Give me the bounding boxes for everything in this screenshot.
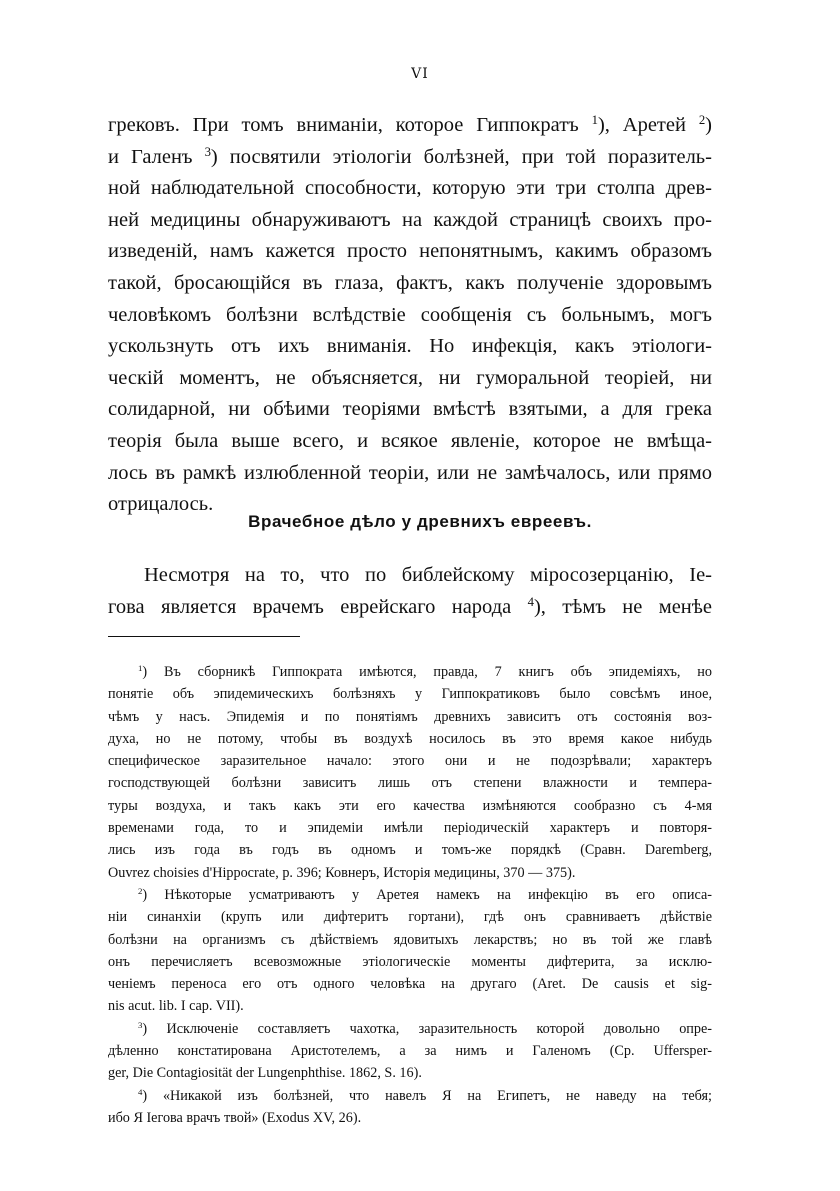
section-heading: Врачебное дѣло у древнихъ евреевъ. <box>248 512 592 531</box>
footnote-line: туры воздуха, и такъ какъ эти его качества измѣняются сообразно съ 4-мя <box>108 797 712 814</box>
text-line: гова является врачемъ еврейскаго народа $^4$), тѣмъ не менѣе <box>108 594 712 618</box>
footnote-line: специфическое заразительное начало: этого они и не подозрѣвали; характеръ <box>108 753 712 770</box>
footnote-line: Ouvrez choisies d'Hippocrate, p. 396; Ковнеръ, Исторія медицины, 370 — 375). <box>108 864 576 881</box>
text-line: такой, бросающійся въ глаза, фактъ, какъ полученіе здоровымъ <box>108 271 712 294</box>
page-number: VI <box>411 66 429 82</box>
footnote-line: $^4$) «Никакой изъ болѣзней, что навелъ Я на Египетъ, не наведу на тебя; <box>138 1086 712 1104</box>
text-line: лось въ рамкѣ излюбленной теоріи, или не замѣчалось, или прямо <box>108 461 712 484</box>
footnote-ref: 2 <box>698 113 706 128</box>
footnote-ref: 3 <box>204 144 211 159</box>
text-line: человѣкомъ болѣзни вслѣдствіе сообщенія съ больнымъ, могъ <box>108 303 712 326</box>
footnote-line: ченіемъ переноса его отъ одного человѣка на другаго (Aret. De causis et sig- <box>108 976 712 993</box>
footnote-line: $^2$) Нѣкоторые усматриваютъ у Аретея намекъ на инфекцію въ его описа- <box>138 886 712 903</box>
footnote-line: господствующей болѣзни зависитъ лишь отъ степени влажности и темпера- <box>108 775 712 792</box>
footnote-ref: 4 <box>527 594 534 609</box>
text-line: Несмотря на то, что по библейскому міросозерцанію, Іе- <box>144 564 712 586</box>
footnote-3 <box>108 1018 712 1085</box>
footnote-line: $^1$) Въ сборникѣ Гиппократа имѣются, правда, 7 книгъ объ эпидеміяхъ, но <box>138 663 712 680</box>
footnote-ref: 1 <box>591 113 598 128</box>
footnotes <box>108 661 712 1129</box>
text-line: ной наблюдательной способности, которую эти три столпа древ- <box>108 177 712 200</box>
text-line: грековъ. При томъ вниманіи, которое Гиппократъ $^1$), Аретей $^2$) <box>108 113 712 136</box>
footnote-line: ger, Die Contagiosität der Lungenphthise. 1862, S. 16). <box>108 1065 422 1082</box>
text-line: ческій моментъ, не объясняется, ни гуморальной теоріей, ни <box>108 366 712 389</box>
text-line: и Галенъ $^3$) посвятили этіологіи болѣзней, при той поразитель- <box>108 144 712 168</box>
footnote-separator <box>108 636 300 637</box>
footnote-line: лись изъ года въ годъ въ одномъ и томъ-же порядкѣ (Сравн. Daremberg, <box>108 842 712 859</box>
paragraph-jehovah <box>108 560 712 623</box>
paragraph-greeks <box>108 110 712 521</box>
footnote-line: дѣленно констатирована Аристотелемъ, а за нимъ и Галеномъ (Ср. Uffersper- <box>108 1043 712 1060</box>
footnote-4 <box>108 1085 712 1130</box>
text-line: изведеній, намъ кажется просто непонятнымъ, какимъ образомъ <box>108 240 712 263</box>
footnote-line: ніи синанхіи (крупъ или дифтеритъ гортани), гдѣ онъ сравниваетъ дѣйствіе <box>108 909 712 926</box>
text-line: солидарной, ни обѣими теоріями вмѣстѣ взятыми, а для грека <box>108 398 712 421</box>
text-line: ней медицины обнаруживаютъ на каждой страницѣ своихъ про- <box>108 208 712 231</box>
footnote-line: nis acut. lib. I cap. VII). <box>108 998 244 1015</box>
footnote-line: болѣзни на организмъ съ дѣйствіемъ ядовитыхъ лекарствъ; но въ той же главѣ <box>108 931 712 948</box>
text-line: ускользнуть отъ ихъ вниманія. Но инфекція, какъ этіологи- <box>108 335 712 358</box>
footnote-line: временами года, то и эпидеміи имѣли періодическій характеръ и повторя- <box>108 820 712 837</box>
footnote-line: онъ перечисляетъ всевозможные этіологическіе моменты дифтерита, за исклю- <box>108 953 712 970</box>
text-line: теорія была выше всего, и всякое явленіе, которое не вмѣща- <box>108 429 712 452</box>
footnote-2 <box>108 884 712 1018</box>
footnote-line: понятіе объ эпидемическихъ болѣзняхъ у Гиппократиковъ было совсѣмъ иное, <box>108 686 712 703</box>
footnote-line: ибо Я Іегова врачъ твой» (Exodus XV, 26). <box>108 1109 362 1126</box>
footnote-line: духа, но не потому, чтобы въ воздухѣ носилось въ это время какое нибудь <box>108 730 712 747</box>
footnote-line: $^3$) Исключеніе составляетъ чахотка, заразительность которой довольно опре- <box>138 1019 713 1037</box>
footnote-1 <box>108 661 712 884</box>
footnote-line: чѣмъ у насъ. Эпидемія и по понятіямъ древнихъ зависитъ отъ состоянія воз- <box>108 708 712 725</box>
text-line: отрицалось. <box>108 493 214 516</box>
